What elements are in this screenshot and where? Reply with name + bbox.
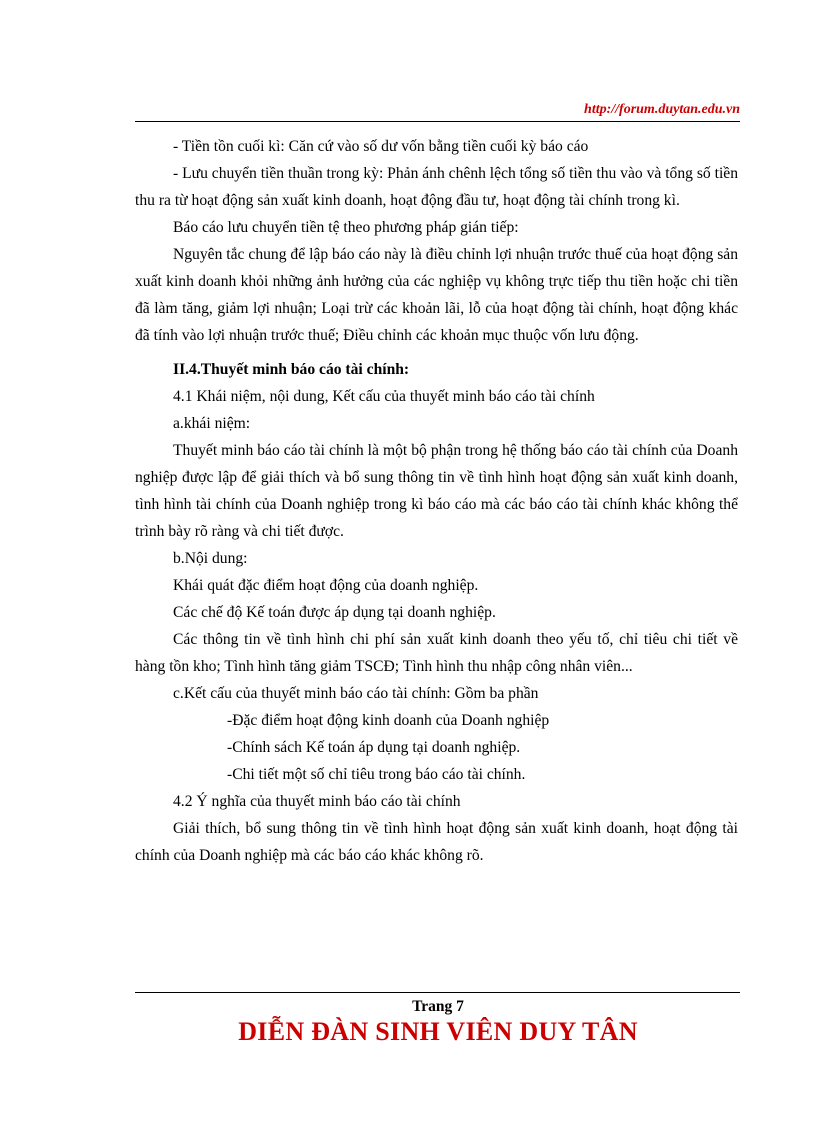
paragraph: - Lưu chuyển tiền thuần trong kỳ: Phản ánh chênh lệch tổng số tiền thu vào và tổng số tiền thu ra từ hoạt động sản xuất kinh doanh, hoạt động đầu tư, hoạt động tài chính trong kì. — [135, 165, 738, 209]
paragraph: b.Nội dung: — [173, 550, 248, 567]
paragraph: Các thông tin về tình hình chi phí sản xuất kinh doanh theo yếu tố, chỉ tiêu chi tiết về hàng tồn kho; Tình hình tăng giảm TSCĐ; Tình hình thu nhập công nhân viên... — [135, 631, 738, 675]
section-heading: II.4.Thuyết minh báo cáo tài chính: — [173, 361, 410, 378]
page-number: Trang 7 — [412, 998, 464, 1015]
list-item: -Đặc điểm hoạt động kinh doanh của Doanh nghiệp — [227, 712, 550, 729]
paragraph: - Tiền tồn cuối kì: Căn cứ vào số dư vốn bằng tiền cuối kỳ báo cáo — [173, 138, 589, 155]
header-url-link[interactable]: http://forum.duytan.edu.vn — [584, 102, 740, 117]
paragraph: a.khái niệm: — [173, 415, 251, 432]
paragraph: Nguyên tắc chung để lập báo cáo này là điều chỉnh lợi nhuận trước thuế của hoạt động sản xuất kinh doanh khỏi những ảnh hưởng của các nghiệp vụ không trực tiếp thu tiền hoặc chi tiền đã làm tăng, giảm lợi nhuận; Loại trừ các khoản lãi, lỗ của hoạt động tài chính, hoạt động khác đã tính vào lợi nhuận trước thuế; Điều chỉnh các khoản mục thuộc vốn lưu động. — [135, 246, 738, 344]
paragraph: Báo cáo lưu chuyển tiền tệ theo phương pháp gián tiếp: — [173, 219, 519, 236]
forum-banner: DIỄN ĐÀN SINH VIÊN DUY TÂN — [238, 1017, 638, 1046]
paragraph: Giải thích, bổ sung thông tin về tình hình hoạt động sản xuất kinh doanh, hoạt động tài chính của Doanh nghiệp mà các báo cáo khác không rõ. — [135, 820, 738, 864]
subsection-heading: 4.1 Khái niệm, nội dung, Kết cấu của thuyết minh báo cáo tài chính — [173, 388, 595, 405]
document-body — [135, 133, 738, 869]
paragraph: Thuyết minh báo cáo tài chính là một bộ phận trong hệ thống báo cáo tài chính của Doanh nghiệp được lập để giải thích và bổ sung thông tin về tình hình hoạt động sản xuất kinh doanh, tình hình tài chính của Doanh nghiệp trong kì báo cáo mà các báo cáo tài chính khác không thể trình bày rõ ràng và chi tiết được. — [135, 442, 738, 540]
footer-divider — [135, 992, 740, 993]
header-divider — [135, 121, 740, 122]
paragraph: Khái quát đặc điểm hoạt động của doanh nghiệp. — [173, 577, 479, 594]
paragraph: Các chế độ Kế toán được áp dụng tại doanh nghiệp. — [173, 604, 496, 621]
subsection-heading: 4.2 Ý nghĩa của thuyết minh báo cáo tài chính — [173, 793, 461, 810]
list-item: -Chính sách Kế toán áp dụng tại doanh nghiệp. — [227, 739, 521, 756]
paragraph: c.Kết cấu của thuyết minh báo cáo tài chính: Gồm ba phần — [173, 685, 539, 702]
list-item: -Chi tiết một số chỉ tiêu trong báo cáo tài chính. — [227, 766, 526, 783]
